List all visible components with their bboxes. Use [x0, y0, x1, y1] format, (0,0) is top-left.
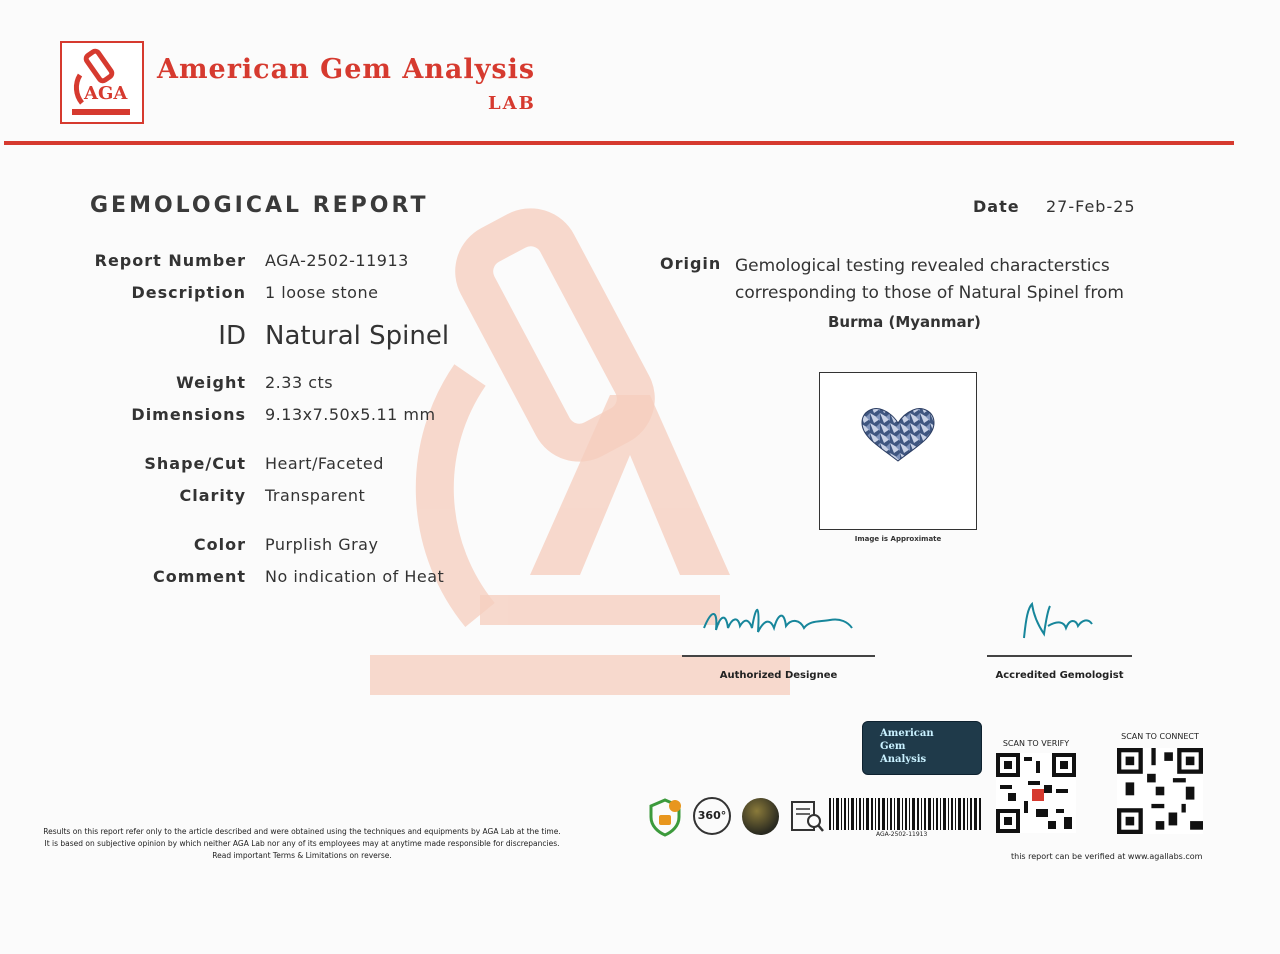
- barcode-text: AGA-2502-11913: [876, 831, 928, 838]
- gem-sphere-icon: [742, 798, 779, 835]
- date-value: 27-Feb-25: [1046, 197, 1136, 216]
- comment-label: Comment: [153, 567, 246, 586]
- origin-label: Origin: [660, 254, 722, 273]
- accredited-gemologist-caption: Accredited Gemologist: [995, 670, 1124, 681]
- scan-connect-label: SCAN TO CONNECT: [1121, 732, 1199, 741]
- hologram-text: American Gem Analysis: [880, 728, 934, 765]
- id-value: Natural Spinel: [265, 321, 450, 351]
- color-value: Purplish Gray: [265, 535, 379, 554]
- header-rule: [4, 141, 1234, 145]
- gemologist-signature: [1018, 598, 1102, 644]
- comment-value: No indication of Heat: [265, 567, 445, 586]
- connect-qr-code[interactable]: [1117, 748, 1203, 834]
- signature-line-left: [682, 655, 875, 657]
- shape-cut-label: Shape/Cut: [144, 454, 246, 473]
- origin-text: Gemological testing revealed characterstics corresponding to those of Natural Spinel from: [735, 256, 1124, 303]
- heart-gem-image: [820, 373, 976, 529]
- verify-qr-code[interactable]: [996, 753, 1076, 833]
- id-label: ID: [218, 321, 246, 351]
- brand-name: American Gem Analysis: [157, 54, 536, 85]
- svg-text:AGA: AGA: [84, 83, 128, 104]
- origin-country: Burma (Myanmar): [828, 313, 981, 331]
- shape-cut-value: Heart/Faceted: [265, 454, 384, 473]
- verify-note: this report can be verified at www.agallabs.com: [1011, 852, 1203, 861]
- date-label: Date: [973, 197, 1020, 216]
- dimensions-label: Dimensions: [131, 405, 246, 424]
- document-scan-icon: [790, 800, 826, 834]
- signature-line-right: [987, 655, 1132, 657]
- gem-photo: [819, 372, 977, 530]
- authorized-designee-caption: Authorized Designee: [719, 670, 838, 681]
- barcode: [829, 798, 981, 830]
- disclaimer: Results on this report refer only to the article described and were obtained using the techniques and equipments by AGA Lab at the time. It is based on subjective opinion by which neither AGA Lab nor any of its employees may at anytime made responsible for discrepancies. Read important Terms & Limitations on reverse.: [43, 827, 561, 860]
- clarity-value: Transparent: [265, 486, 366, 505]
- description-value: 1 loose stone: [265, 283, 379, 302]
- brand-sub: LAB: [488, 93, 536, 114]
- dimensions-value: 9.13x7.50x5.11 mm: [265, 405, 436, 424]
- aga-logo: [60, 41, 144, 124]
- photo-caption: Image is Approximate: [854, 535, 942, 543]
- report-title: GEMOLOGICAL REPORT: [90, 193, 429, 218]
- microscope-icon: [62, 43, 142, 122]
- description-label: Description: [131, 283, 246, 302]
- report-number-value: AGA-2502-11913: [265, 251, 409, 270]
- authorized-signature: [700, 598, 860, 646]
- color-label: Color: [193, 535, 246, 554]
- clarity-label: Clarity: [179, 486, 246, 505]
- security-shield-icon: [645, 797, 685, 837]
- badge-360-icon: 360°: [693, 797, 731, 835]
- scan-verify-label: SCAN TO VERIFY: [1002, 739, 1070, 748]
- weight-label: Weight: [176, 373, 246, 392]
- weight-value: 2.33 cts: [265, 373, 334, 392]
- report-number-label: Report Number: [94, 251, 246, 270]
